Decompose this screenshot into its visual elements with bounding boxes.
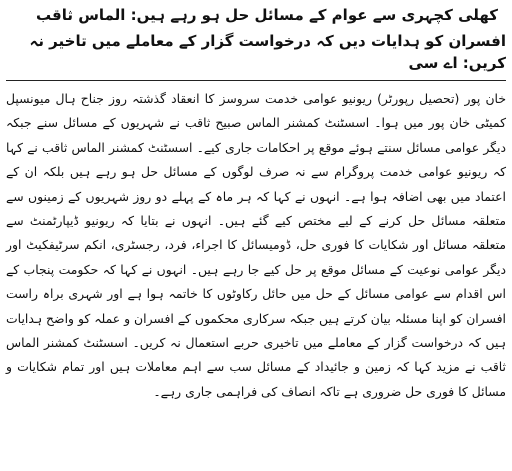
headline-secondary: افسران کو ہدایات دیں کہ درخواست گزار کے معاملے میں تاخیر نہ کریں: اے سی	[29, 32, 506, 72]
news-article	[6, 0, 506, 404]
headline-primary: کھلی کچہری سے عوام کے مسائل حل ہو رہے ہیں: الماس ثاقب	[36, 6, 498, 24]
headline-divider	[6, 80, 506, 81]
article-body: خان پور (تحصیل رپورٹر) ریونیو عوامی خدمت سروسز کا انعقاد گذشتہ روز جناح ہال میونسپل کمیٹی خان پور میں ہوا۔ اسسٹنٹ کمشنر الماس صبیح ثاقب نے شہریوں کے مسائل سنے جبکہ دیگر عوامی مسائل سنتے ہوئے موقع پر احکامات جاری کیے۔ اسسٹنٹ کمشنر الماس ثاقب نے کہا کہ ریونیو عوامی خدمت پروگرام سے نہ صرف لوگوں کے مسائل حل ہو رہے ہیں بلکہ ان کے اعتماد میں بھی اضافہ ہوا ہے۔ انہوں نے کہا کہ ہر ماہ کے پہلے دو روز شہریوں کے زمینوں سے متعلقہ مسائل حل کرنے کے لیے مختص کیے گئے ہیں۔ انہوں نے بتایا کہ ریونیو ڈیپارٹمنٹ سے متعلقہ مسائل اور شکایات کا فوری حل، ڈومیسائل کا اجراء، فرد، رجسٹری، انکم سرٹیفکیٹ اور دیگر عوامی نوعیت کے مسائل موقع پر حل کیے جا رہے ہیں۔ انہوں نے کہا کہ حکومت پنجاب کے اس اقدام سے عوامی مسائل کے حل میں حائل رکاوٹوں کا خاتمہ ہوا ہے اور شہری براہ راست افسران کو اپنا مسئلہ بیان کرتے ہیں جبکہ سرکاری محکموں کے افسران و عملہ کو واضح ہدایات ہیں کہ درخواست گزار کے معاملے میں تاخیری حربے استعمال نہ کریں۔ اسسٹنٹ کمشنر الماس ثاقب نے مزید کہا کہ زمین و جائیداد کے مسائل سب سے اہم معاملات ہیں اور تمام شکایات و مسائل کا فوری حل ضروری ہے تاکہ انصاف کی فراہمی جاری رہے۔	[6, 91, 506, 399]
